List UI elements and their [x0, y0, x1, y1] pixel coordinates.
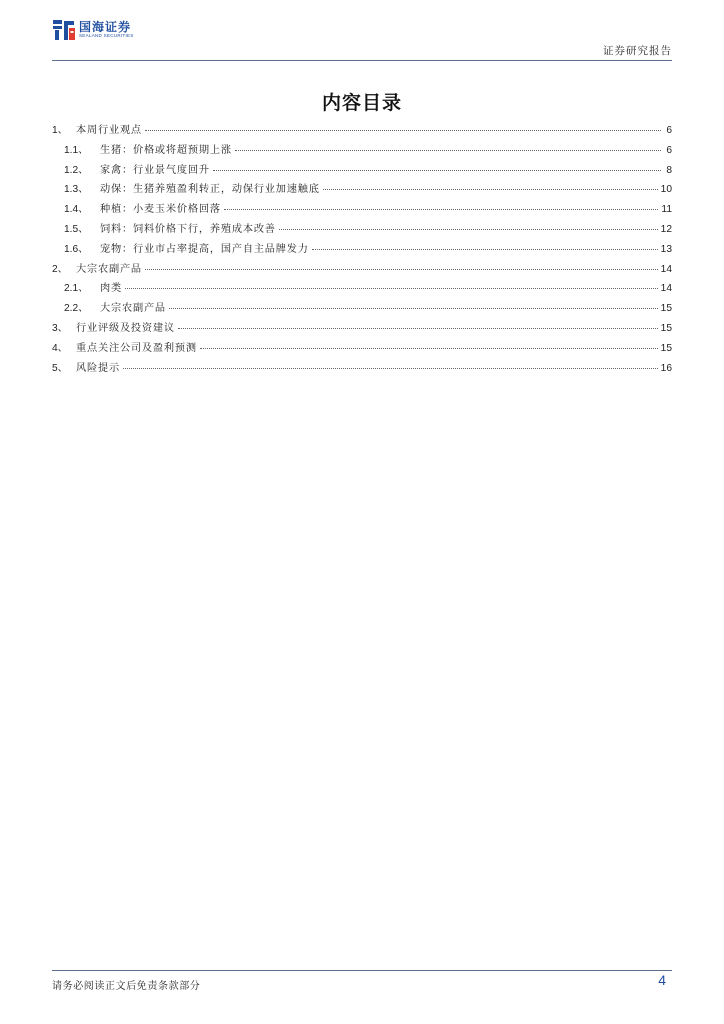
toc-entry[interactable]: [52, 220, 672, 240]
toc-dot-leader: [178, 328, 658, 329]
report-type-label: 证券研究报告: [603, 45, 672, 57]
toc-entry-page: 8: [666, 164, 672, 176]
toc-entry-title: 动保：生猪养殖盈利转正，动保行业加速触底: [100, 184, 320, 196]
toc-dot-leader: [169, 308, 658, 309]
page-header: [52, 16, 672, 60]
toc-entry[interactable]: [52, 200, 672, 220]
page-number: 4: [658, 972, 666, 988]
toc-entry-number: 2.2、: [64, 303, 89, 315]
toc-entry-title: 家禽：行业景气度回升: [100, 164, 210, 176]
toc-entry[interactable]: [52, 299, 672, 319]
toc-entry-number: 5、: [52, 362, 68, 374]
toc-entry-page: 16: [660, 362, 672, 374]
toc-entry[interactable]: [52, 319, 672, 339]
toc-entry-number: 2.1、: [64, 283, 89, 295]
footer-divider: [52, 970, 672, 971]
toc-entry-title: 肉类: [100, 283, 122, 295]
table-of-contents: [52, 121, 672, 378]
toc-dot-leader: [323, 189, 658, 190]
brand-name-en: SEALAND SECURITIES: [79, 33, 134, 39]
header-divider: [52, 60, 672, 61]
toc-entry-page: 6: [666, 144, 672, 156]
toc-entry-title: 行业评级及投资建议: [76, 322, 175, 334]
toc-dot-leader: [145, 269, 658, 270]
sealand-logo-icon: [52, 18, 76, 42]
toc-dot-leader: [200, 348, 658, 349]
toc-entry-page: 14: [660, 283, 672, 295]
toc-dot-leader: [145, 130, 661, 131]
toc-entry-page: 15: [660, 322, 672, 334]
toc-entry[interactable]: [52, 359, 672, 379]
toc-entry[interactable]: [52, 339, 672, 359]
toc-entry-page: 6: [666, 125, 672, 136]
toc-dot-leader: [312, 249, 658, 250]
toc-entry-page: 15: [660, 303, 672, 315]
toc-dot-leader: [224, 209, 659, 210]
toc-entry-title: 本周行业观点: [76, 125, 142, 136]
toc-entry-page: 10: [660, 184, 672, 196]
toc-entry-title: 宠物：行业市占率提高，国产自主品牌发力: [100, 243, 309, 255]
toc-entry-title: 大宗农副产品: [76, 263, 142, 275]
toc-entry-number: 3、: [52, 322, 68, 334]
toc-dot-leader: [125, 288, 658, 289]
toc-entry-number: 1.2、: [64, 164, 89, 176]
toc-entry-page: 14: [660, 263, 672, 275]
toc-entry-page: 15: [660, 342, 672, 354]
toc-entry-title: 大宗农副产品: [100, 303, 166, 315]
toc-entry-number: 1.5、: [64, 223, 89, 235]
toc-entry-number: 4、: [52, 342, 68, 354]
toc-dot-leader: [213, 170, 661, 171]
toc-entry[interactable]: [52, 279, 672, 299]
toc-entry-number: 2、: [52, 263, 68, 275]
toc-dot-leader: [279, 229, 658, 230]
toc-entry-title: 种植：小麦玉米价格回落: [100, 204, 221, 216]
toc-entry-number: 1.4、: [64, 204, 89, 216]
toc-entry[interactable]: [52, 161, 672, 181]
toc-title: 内容目录: [321, 92, 402, 114]
toc-entry[interactable]: [52, 240, 672, 260]
toc-entry[interactable]: [52, 260, 672, 280]
toc-entry-page: 12: [660, 223, 672, 235]
toc-entry-number: 1.1、: [64, 144, 89, 156]
toc-entry-number: 1、: [52, 125, 68, 136]
toc-entry-page: 13: [660, 243, 672, 255]
toc-entry-page: 11: [661, 204, 672, 216]
toc-entry-number: 1.6、: [64, 243, 89, 255]
toc-entry[interactable]: [52, 180, 672, 200]
toc-dot-leader: [123, 368, 658, 369]
toc-entry-title: 风险提示: [76, 362, 120, 374]
disclaimer-text: 请务必阅读正文后免责条款部分: [52, 981, 201, 992]
toc-entry-number: 1.3、: [64, 184, 89, 196]
toc-entry[interactable]: [52, 141, 672, 161]
toc-entry[interactable]: [52, 121, 672, 141]
brand-name: 国海证券: [79, 20, 132, 35]
sealand-logo: [52, 18, 134, 42]
toc-entry-title: 重点关注公司及盈利预测: [76, 342, 197, 354]
toc-entry-title: 饲料：饲料价格下行，养殖成本改善: [100, 223, 276, 235]
toc-entry-title: 生猪：价格或将超预期上涨: [100, 144, 232, 156]
toc-dot-leader: [235, 150, 661, 151]
